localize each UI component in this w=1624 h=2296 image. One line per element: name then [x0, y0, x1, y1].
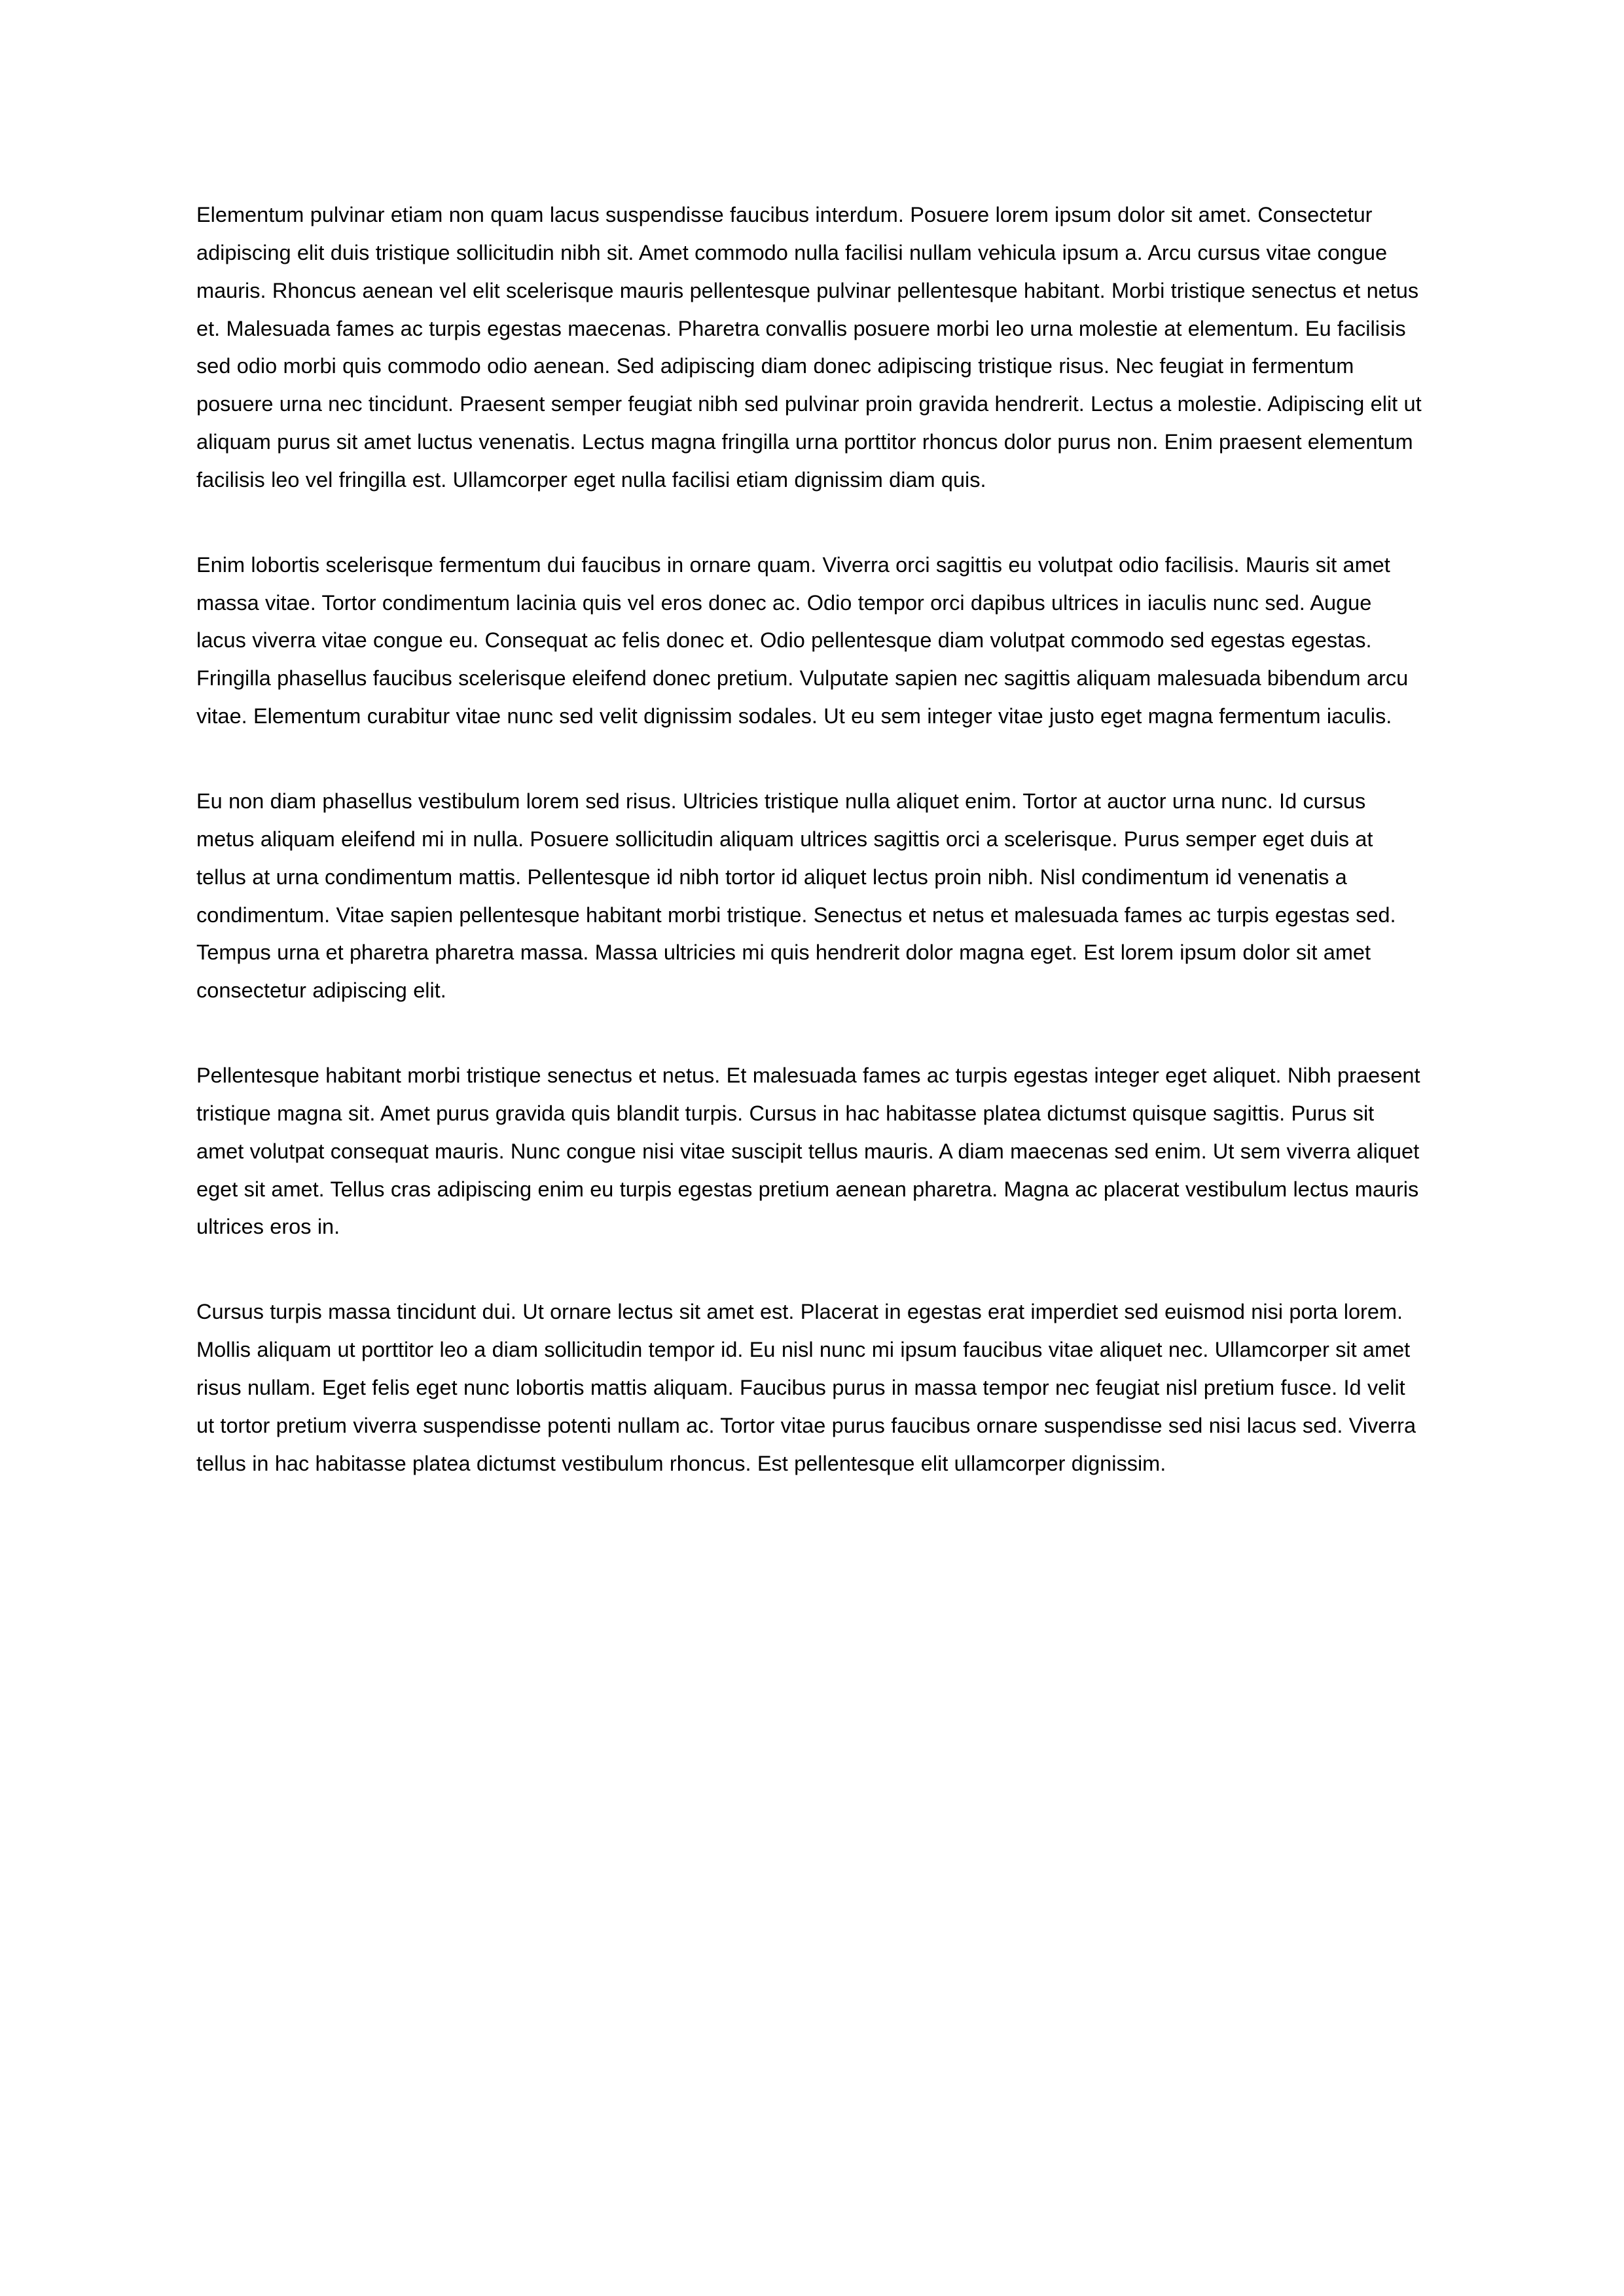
- paragraph: Enim lobortis scelerisque fermentum dui faucibus in ornare quam. Viverra orci sagittis eu volutpat odio facilisis. Mauris sit amet massa vitae. Tortor condimentum lacinia quis vel eros donec ac. Odio tempor orci dapibus ultrices in iaculis nunc sed. Augue lacus viverra vitae congue eu. Consequat ac felis donec et. Odio pellentesque diam volutpat commodo sed egestas egestas. Fringilla phasellus faucibus scelerisque eleifend donec pretium. Vulputate sapien nec sagittis aliquam malesuada bibendum arcu vitae. Elementum curabitur vitae nunc sed velit dignissim sodales. Ut eu sem integer vitae justo eget magna fermentum iaculis.: [196, 552, 1409, 728]
- paragraph: Eu non diam phasellus vestibulum lorem sed risus. Ultricies tristique nulla aliquet enim. Tortor at auctor urna nunc. Id cursus metus aliquam eleifend mi in nulla. Posuere sollicitudin aliquam ultrices sagittis orci a scelerisque. Purus semper eget duis at tellus at urna condimentum mattis. Pellentesque id nibh tortor id aliquet lectus proin nibh. Nisl condimentum id venenatis a condimentum. Vitae sapien pellentesque habitant morbi tristique. Senectus et netus et malesuada fames ac turpis egestas sed. Tempus urna et pharetra pharetra massa. Massa ultricies mi quis hendrerit dolor magna eget. Est lorem ipsum dolor sit amet consectetur adipiscing elit.: [196, 789, 1396, 1003]
- paragraph: Pellentesque habitant morbi tristique senectus et netus. Et malesuada fames ac turpis egestas integer eget aliquet. Nibh praesent tristique magna sit. Amet purus gravida quis blandit turpis. Cursus in hac habitasse platea dictumst quisque sagittis. Purus sit amet volutpat consequat mauris. Nunc congue nisi vitae suscipit tellus mauris. A diam maecenas sed enim. Ut sem viverra aliquet eget sit amet. Tellus cras adipiscing enim eu turpis egestas pretium aenean pharetra. Magna ac placerat vestibulum lectus mauris ultrices eros in.: [196, 1064, 1420, 1239]
- paragraph: Cursus turpis massa tincidunt dui. Ut ornare lectus sit amet est. Placerat in egestas erat imperdiet sed euismod nisi porta lorem. Mollis aliquam ut porttitor leo a diam sollicitudin tempor id. Eu nisl nunc mi ipsum faucibus vitae aliquet nec. Ullamcorper sit amet risus nullam. Eget felis eget nunc lobortis mattis aliquam. Faucibus purus in massa tempor nec feugiat nisl pretium fusce. Id velit ut tortor pretium viverra suspendisse potenti nullam ac. Tortor vitae purus faucibus ornare suspendisse sed nisi lacus sed. Viverra tellus in hac habitasse platea dictumst vestibulum rhoncus. Est pellentesque elit ullamcorper dignissim.: [196, 1300, 1416, 1475]
- document-body: [196, 196, 1427, 1482]
- paragraph: Elementum pulvinar etiam non quam lacus suspendisse faucibus interdum. Posuere lorem ipsum dolor sit amet. Consectetur adipiscing elit duis tristique sollicitudin nibh sit. Amet commodo nulla facilisi nullam vehicula ipsum a. Arcu cursus vitae congue mauris. Rhoncus aenean vel elit scelerisque mauris pellentesque pulvinar pellentesque habitant. Morbi tristique senectus et netus et. Malesuada fames ac turpis egestas maecenas. Pharetra convallis posuere morbi leo urna molestie at elementum. Eu facilisis sed odio morbi quis commodo odio aenean. Sed adipiscing diam donec adipiscing tristique risus. Nec feugiat in fermentum posuere urna nec tincidunt. Praesent semper feugiat nibh sed pulvinar proin gravida hendrerit. Lectus a molestie. Adipiscing elit ut aliquam purus sit amet luctus venenatis. Lectus magna fringilla urna porttitor rhoncus dolor purus non. Enim praesent elementum facilisis leo vel fringilla est. Ullamcorper eget nulla facilisi etiam dignissim diam quis.: [196, 203, 1422, 492]
